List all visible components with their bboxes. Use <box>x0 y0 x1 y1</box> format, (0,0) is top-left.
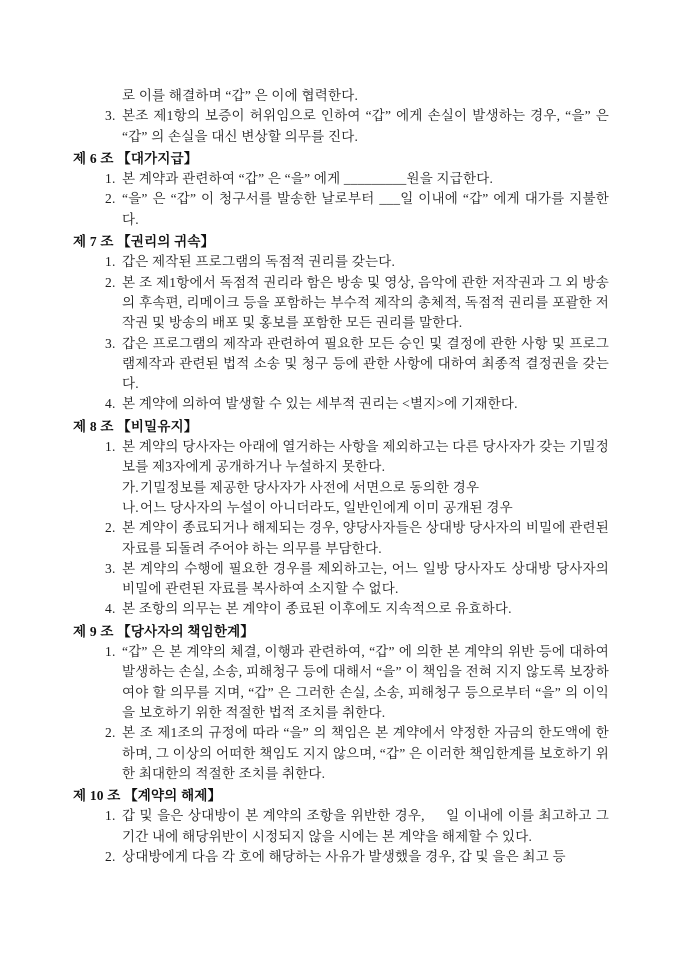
clause-text: “을” 은 “갑” 이 청구서를 발송한 날로부터 ___일 이내에 “갑” 에게 대가를 지불한다. <box>122 191 609 227</box>
clause-text: 본 조 제1조의 규정에 따라 “을” 의 책임은 본 계약에서 약정한 자금의 한도액에 한하며, 그 이상의 어떠한 책임도 지지 않으며, “갑” 은 이러한 책임한계를 보호하기 위한 최대한의 적절한 조치를 취한다. <box>122 725 609 781</box>
subclause-text: 기밀정보를 제공한 당사자가 사전에 서면으로 동의한 경우 <box>140 479 480 495</box>
clause-item <box>73 847 609 867</box>
clause-item <box>73 189 609 230</box>
clause-number: 1. <box>105 808 116 824</box>
clause-number: 3. <box>105 335 116 351</box>
clause-number: 2. <box>105 191 116 207</box>
clause-text: 갑은 프로그램의 제작과 관련하여 필요한 모든 승인 및 결정에 관한 사항 및 프로그램제작과 관련된 법적 소송 및 청구 등에 관한 사항에 대하여 최종적 결정권을 갖는다. <box>122 335 609 392</box>
clause-number: 1. <box>105 439 116 455</box>
clause-number: 1. <box>105 171 116 187</box>
clause-text: 본 계약이 종료되거나 해제되는 경우, 양당사자들은 상대방 당사자의 비밀에 관련된 자료를 되돌려 주어야 하는 의무를 부담한다. <box>122 520 609 556</box>
clause-number: 3. <box>105 560 116 576</box>
clause-number: 1. <box>105 644 116 660</box>
clause-item <box>73 806 609 847</box>
clause-item <box>73 723 609 784</box>
clause-text: 본 조항의 의무는 본 계약이 종료된 이후에도 지속적으로 유효하다. <box>122 601 512 617</box>
subclause-number: 가. <box>122 479 139 495</box>
clause-number: 4. <box>105 396 116 412</box>
article-heading: 제 9 조 【당사자의 책임한계】 <box>73 623 255 639</box>
clause-item <box>73 437 609 478</box>
clause-item <box>73 642 609 723</box>
clause-item <box>73 169 609 189</box>
clause-item <box>73 252 609 272</box>
clause-text: 본 계약에 의하여 발생할 수 있는 세부적 권리는 <별지>에 기재한다. <box>122 396 518 412</box>
subclause-number: 나. <box>122 499 139 515</box>
article-heading: 제 7 조 【권리의 귀속】 <box>73 234 215 250</box>
article-heading: 제 8 조 【비밀유지】 <box>73 418 198 434</box>
article-9 <box>73 622 609 784</box>
article-6 <box>73 149 609 230</box>
clause-number: 2. <box>105 274 116 290</box>
clause-number: 2. <box>105 725 116 741</box>
clause-number: 1. <box>105 254 116 270</box>
clause-text: 상대방에게 다음 각 호에 해당하는 사유가 발생했을 경우, 갑 및 을은 최고 등 <box>122 848 566 864</box>
clause-number: 2. <box>105 520 116 536</box>
carryover-continuation-line: 로 이를 해결하며 “갑” 은 이에 협력한다. <box>122 88 359 103</box>
article-heading: 제 10 조 【계약의 해제】 <box>73 788 222 804</box>
clause-text: 갑은 제작된 프로그램의 독점적 권리를 갖는다. <box>122 254 396 270</box>
clause-item <box>73 559 609 600</box>
clause-number: 2. <box>105 848 116 864</box>
clause-item <box>73 106 609 147</box>
clause-item <box>73 273 609 334</box>
article-10 <box>73 786 609 867</box>
clause-number: 3. <box>105 108 116 124</box>
clause-text: 본 계약과 관련하여 “갑” 은 “을” 에게 _________원을 지급한다. <box>122 171 494 187</box>
clause-number: 4. <box>105 601 116 617</box>
clause-text: “갑” 은 본 계약의 체결, 이행과 관련하여, “갑” 에 의한 본 계약의 위반 등에 대하여 발생하는 손실, 소송, 피해청구 등에 대해서 “을” 이 책임을 전혀 지지 않도록 보장하여야 할 의무를 지며, “갑” 은 그러한 손실, 소송, 피해청구 등으로부터 “을” 의 이익을 보호하기 위한 적절한 법적 조치를 취한다. <box>122 644 609 720</box>
clause-subitem <box>73 498 609 518</box>
clause-text: 본 계약의 당사자는 아래에 열거하는 사항을 제외하고는 다른 당사자가 갖는 기밀정보를 제3자에게 공개하거나 누설하지 못한다. <box>122 439 609 475</box>
article-heading: 제 6 조 【대가지급】 <box>73 150 198 166</box>
clause-item <box>73 334 609 395</box>
article-7 <box>73 232 609 415</box>
subclause-text: 어느 당사자의 누설이 아니더라도, 일반인에게 이미 공개된 경우 <box>140 499 513 515</box>
clause-subitem <box>73 478 609 498</box>
clause-item <box>73 518 609 559</box>
clause-text: 갑 및 을은 상대방이 본 계약의 조항을 위반한 경우, 일 이내에 이를 최고하고 그 기간 내에 해당위반이 시정되지 않을 시에는 본 계약을 해제할 수 있다. <box>122 808 609 844</box>
clause-text: 본 계약의 수행에 필요한 경우를 제외하고는, 어느 일방 당사자도 상대방 당사자의 비밀에 관련된 자료를 복사하여 소지할 수 없다. <box>122 560 609 597</box>
clause-item <box>73 394 609 414</box>
clause-text: 본조 제1항의 보증이 허위임으로 인하여 “갑” 에게 손실이 발생하는 경우, “을” 은 “갑” 의 손실을 대신 변상할 의무를 진다. <box>122 108 609 144</box>
article-8 <box>73 417 609 620</box>
clause-item <box>73 599 609 619</box>
contract-body <box>73 86 609 867</box>
clause-text: 본 조 제1항에서 독점적 권리라 함은 방송 및 영상, 음악에 관한 저작권과 그 외 방송의 후속편, 리메이크 등을 포함하는 부수적 제작의 총체적, 독점적 권리를 포괄한 저작권 및 방송의 배포 및 홍보를 포함한 모든 권리를 말한다. <box>122 274 609 331</box>
